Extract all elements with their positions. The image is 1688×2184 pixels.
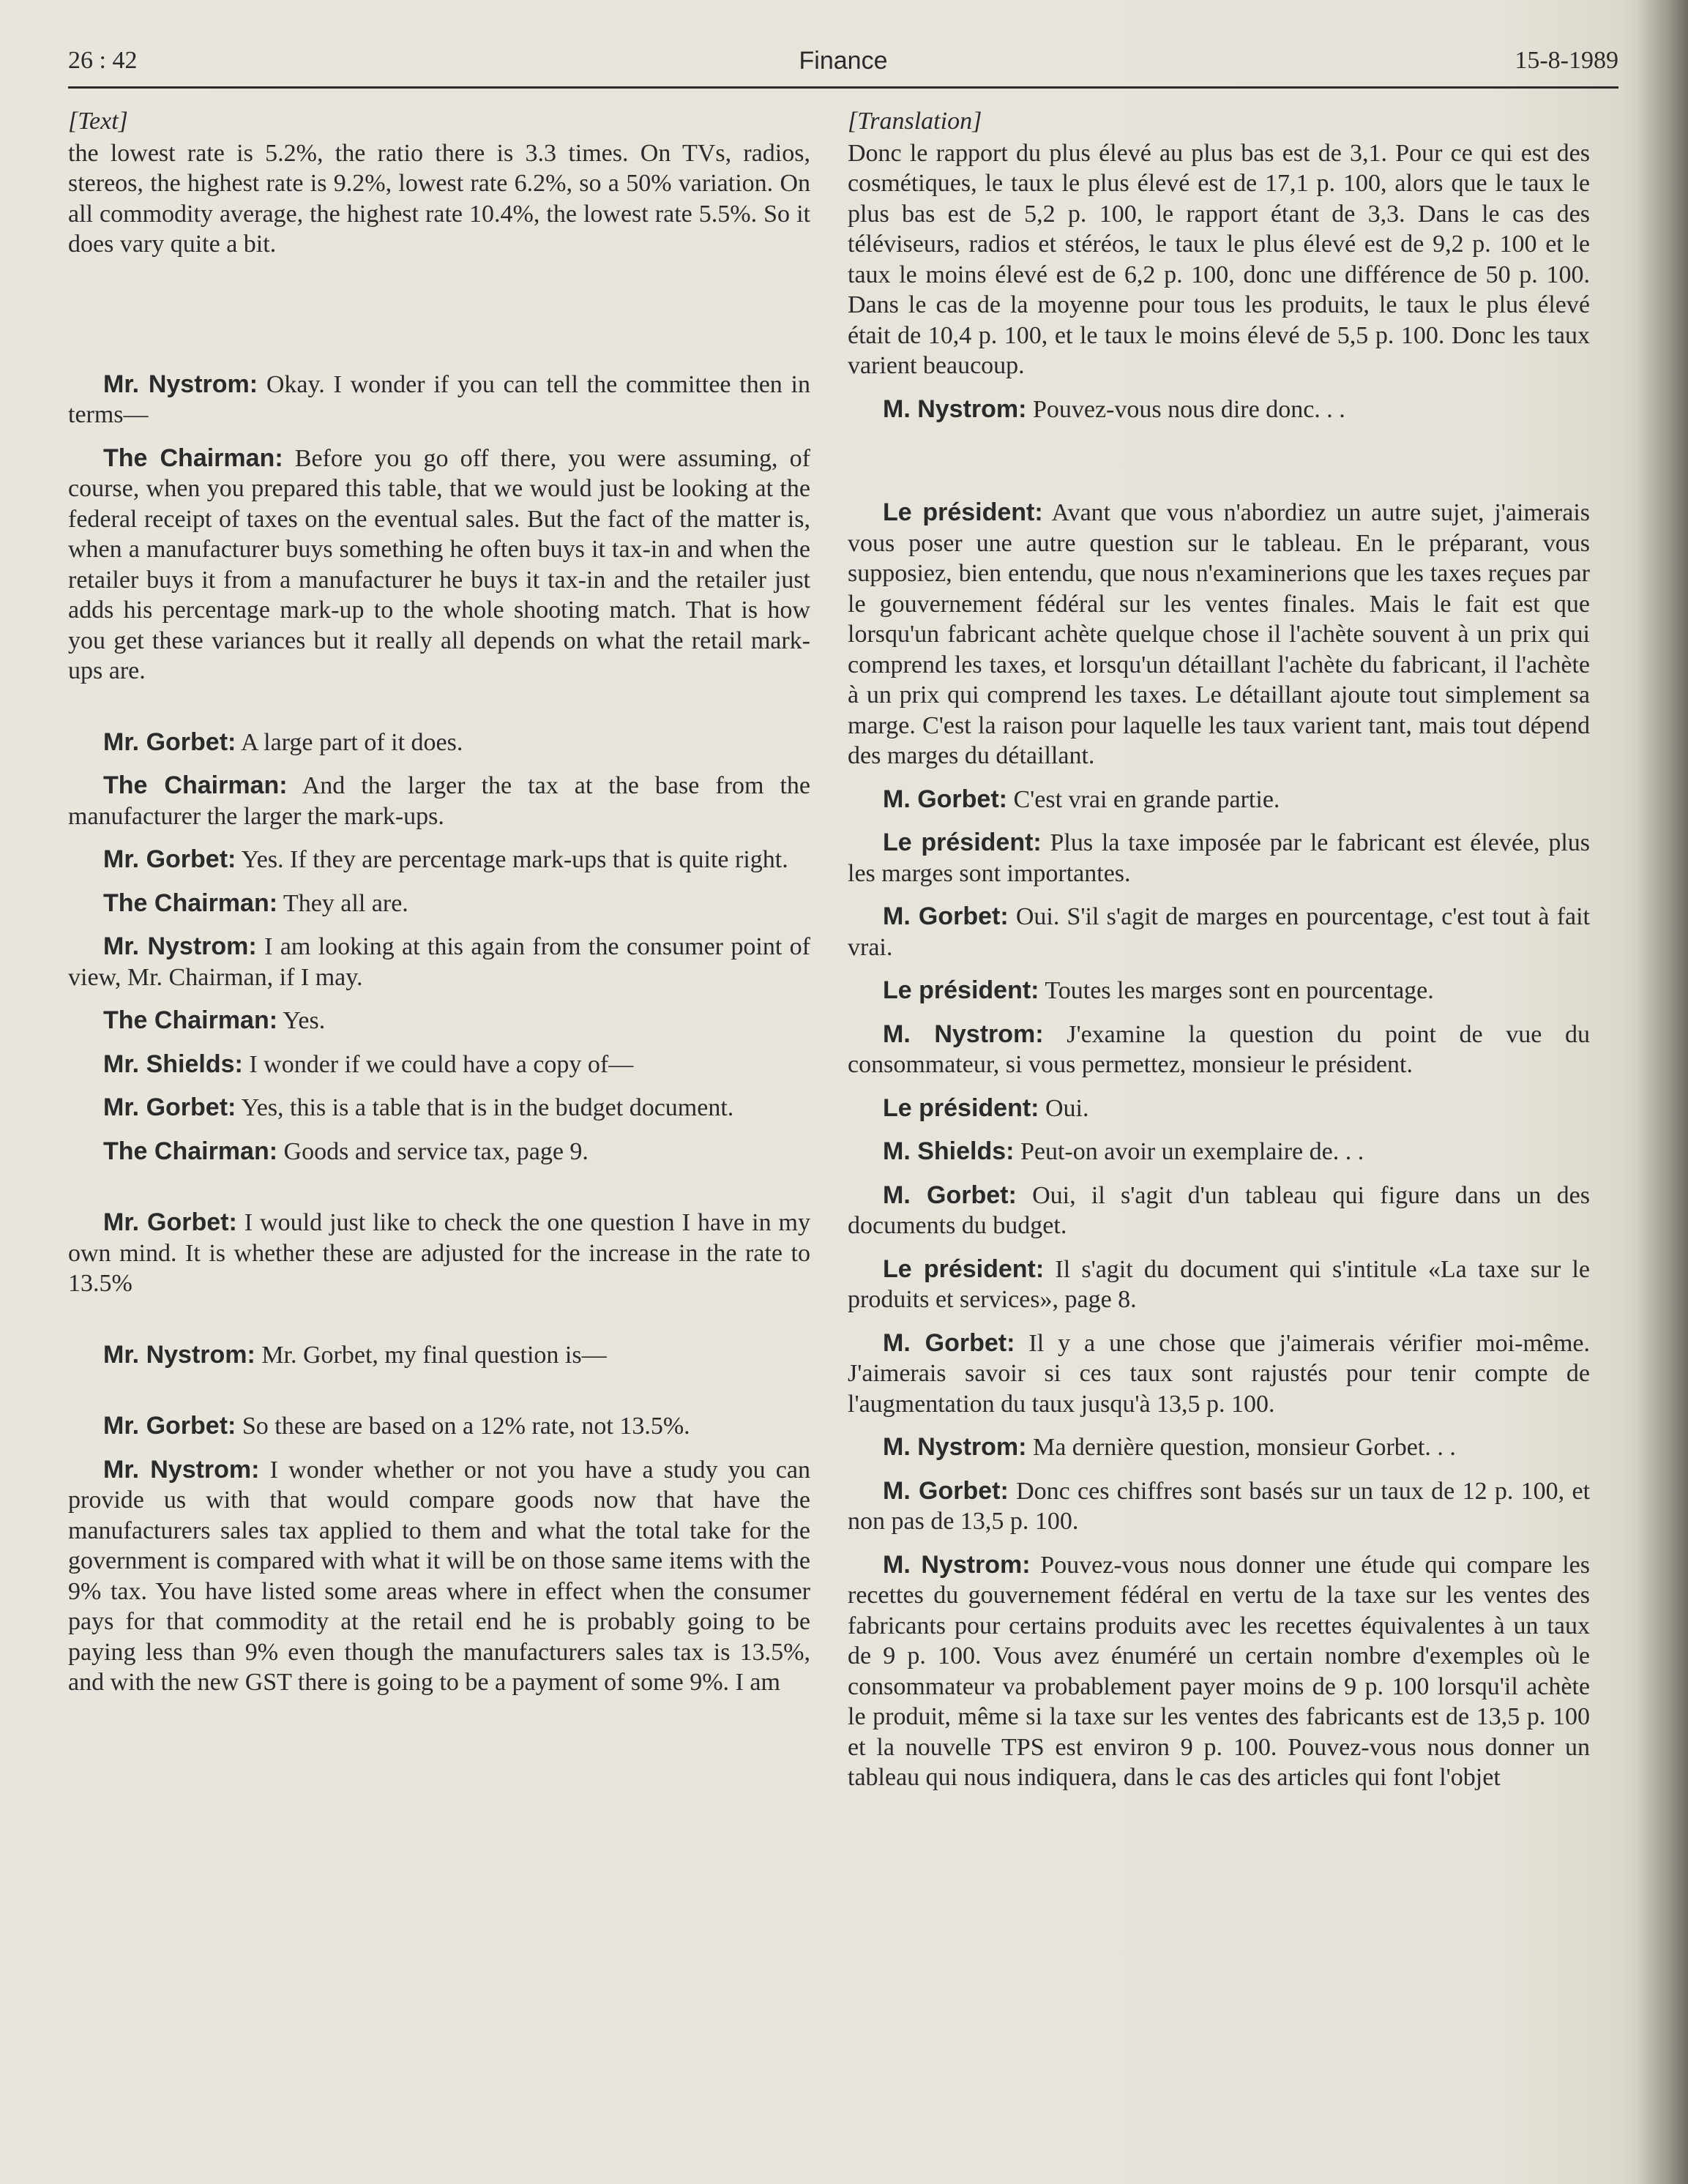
speech-text: Yes, this is a table that is in the budget document. — [236, 1094, 734, 1121]
speaker-name: Le président: — [883, 829, 1042, 856]
speaker-name: M. Gorbet: — [883, 1476, 1009, 1505]
paragraph — [848, 1432, 1590, 1463]
paragraph — [848, 1550, 1590, 1793]
speech-text: Yes. — [277, 1007, 326, 1034]
speaker-name: M. Shields: — [883, 1137, 1015, 1165]
translation-label: [Translation] — [848, 108, 982, 135]
speaker-name: Mr. Gorbet: — [103, 1208, 237, 1236]
paragraph — [848, 1328, 1590, 1420]
speaker-name: M. Nystrom: — [883, 1433, 1027, 1461]
french-column — [848, 106, 1590, 1793]
page-header — [68, 44, 1618, 89]
page-date: 15-8-1989 — [1515, 47, 1618, 74]
speaker-name: Le président: — [883, 976, 1039, 1004]
speaker-name: Mr. Gorbet: — [103, 1412, 236, 1440]
speaker-name: Mr. Nystrom: — [103, 1340, 255, 1369]
speech-text: I would just like to check the one question I have in my own mind. It is whether these are adjusted for the increase in the rate to 13.5% — [68, 1209, 810, 1297]
text-label: [Text] — [68, 108, 128, 135]
speech-text: A large part of it does. — [236, 728, 463, 756]
speech-text: Ma dernière question, monsieur Gorbet. . . — [1026, 1434, 1456, 1461]
page-reference: 26 : 42 — [68, 47, 138, 74]
speech-text: Pouvez-vous nous dire donc. . . — [1026, 395, 1345, 423]
speaker-name: Le président: — [883, 498, 1043, 526]
speech-text: Pouvez-vous nous donner une étude qui compare les recettes du gouvernement fédéral en vertu de la taxe sur les ventes des fabricants pour certains produits avec les recettes équivalentes à un taux de 9 p. 100. Vous avez énuméré un certain nombre d'exemples où le consommateur va probablement payer moins de 9 p. 100 lorsqu'il achète le produit, même si la taxe sur les ventes des fabricants est de 13,5 p. 100 et la nouvelle TPS est environ 9 p. 100. Pouvez-vous nous donner un tableau qui nous indiquera, dans le cas des articles qui font l'objet — [848, 1551, 1590, 1791]
speech-text: Goods and service tax, page 9. — [277, 1137, 589, 1165]
paragraph: the lowest rate is 5.2%, the ratio there is 3.3 times. On TVs, radios, stereos, the highest rate is 9.2%, lowest rate 6.2%, so a 50% variation. On all commodity average, the highest rate 10.4%, the lowest rate 5.5%. So it does vary quite a bit. — [68, 139, 810, 258]
speech-text: Donc ces chiffres sont basés sur un taux de 12 p. 100, et non pas de 13,5 p. 100. — [848, 1477, 1591, 1535]
speaker-name: M. Gorbet: — [883, 785, 1007, 813]
paragraph — [848, 1020, 1590, 1080]
speaker-name: Mr. Gorbet: — [103, 845, 236, 873]
paragraph: Donc le rapport du plus élevé au plus bas est de 3,1. Pour ce qui est des cosmétiques, le taux le plus élevé est de 17,1 p. 100, alors que le taux le plus bas est de 5,2 p. 100, le rapport étant de 3,3. Dans le cas des téléviseurs, radios et stéréos, le taux le plus élevé est de 9,2 p. 100 et le taux le moins élevé est de 6,2 p. 100, donc une différence de 50 p. 100. Dans le cas de la moyenne pour tous les produits, le taux le plus élevé était de 10,4 p. 100, et le taux le moins élevé de 5,5 p. 100. Donc les taux varient beaucoup. — [848, 139, 1590, 379]
paragraph — [848, 785, 1590, 815]
speaker-name: Mr. Nystrom: — [103, 932, 257, 960]
speech-text: I am looking at this again from the consumer point of view, Mr. Chairman, if I may. — [68, 933, 810, 991]
paragraph — [848, 394, 1590, 425]
speaker-name: Mr. Nystrom: — [103, 370, 258, 398]
speaker-name: Mr. Gorbet: — [103, 728, 236, 756]
book-spine-shadow — [1637, 0, 1688, 2184]
speech-text: Peut-on avoir un exemplaire de. . . — [1014, 1138, 1364, 1165]
speech-text: Oui. S'il s'agit de marges en pourcentage, c'est tout à fait vrai. — [848, 903, 1591, 961]
speaker-name: The Chairman: — [103, 1137, 278, 1165]
paragraph — [68, 1340, 810, 1371]
speaker-name: The Chairman: — [103, 1006, 278, 1034]
speech-text: Il s'agit du document qui s'intitule «La taxe sur le produits et services», page 8. — [848, 1255, 1591, 1313]
paragraph — [68, 771, 810, 831]
speech-text: Okay. I wonder if you can tell the committee then in terms— — [68, 370, 810, 428]
speech-text: C'est vrai en grande partie. — [1007, 785, 1280, 813]
speaker-name: The Chairman: — [103, 444, 283, 472]
speech-text: I wonder if we could have a copy of— — [242, 1050, 634, 1078]
speaker-name: Mr. Gorbet: — [103, 1093, 236, 1121]
speaker-name: M. Gorbet: — [883, 902, 1009, 930]
speech-text: Avant que vous n'abordiez un autre sujet, j'aimerais vous poser une autre question sur le tableau. En le préparant, vous supposiez, bien entendu, que nous n'examinerions que les taxes reçues par le gouvernement fédéral sur les ventes finales. Mais le fait est que lorsqu'un fabricant achète quelque chose il l'achète souvent à un prix qui comprend les taxes, et lorsqu'un détaillant l'achète du fabricant, il l'achète à un prix qui comprend les taxes. Le détaillant ajoute tout simplement sa marge. C'est la raison pour laquelle les taux varient tant, mais tout dépend des marges du détaillant. — [848, 499, 1590, 769]
paragraph — [848, 1476, 1590, 1537]
speech-text: Before you go off there, you were assuming, of course, when you prepared this table, that we would just be looking at the federal receipt of taxes on the eventual sales. But the fact of the matter is, when a manufacturer buys something he often buys it tax-in and when the retailer buys it from a manufacturer he buys it tax-in and the retailer just adds his percentage mark-up to the whole shooting match. That is how you get these variances but it really all depends on what the retail mark-ups are. — [68, 444, 810, 684]
paragraph — [848, 902, 1590, 962]
english-column — [68, 106, 810, 1698]
paragraph — [848, 1093, 1590, 1124]
speaker-name: M. Nystrom: — [883, 1020, 1044, 1048]
speaker-name: Le président: — [883, 1093, 1039, 1122]
speech-text: They all are. — [277, 889, 408, 917]
paragraph — [68, 1050, 810, 1080]
speech-text: I wonder whether or not you have a study you can provide us with that would compare goods now that have the manufacturers sales tax applied to them and what the total take for the government is compared with what it will be on those same items with the 9% tax. You have listed some areas where in effect when the consumer pays for that commodity at the retail end he is probably going to be paying less than 9% even though the manufacturers sales tax is 13.5%, and with the new GST there is going to be a payment of some 9%. I am — [68, 1456, 810, 1696]
speech-text: J'examine la question du point de vue du consommateur, si vous permettez, monsieur le président. — [848, 1020, 1590, 1078]
speaker-name: M. Nystrom: — [883, 394, 1027, 423]
speech-text: Toutes les marges sont en pourcentage. — [1039, 977, 1434, 1004]
paragraph — [68, 932, 810, 992]
speaker-name: Mr. Nystrom: — [103, 1455, 260, 1484]
paragraph — [848, 1137, 1590, 1167]
paragraph — [848, 1254, 1590, 1315]
speech-text: Yes. If they are percentage mark-ups that is quite right. — [236, 846, 788, 873]
paragraph — [68, 444, 810, 687]
speaker-name: Mr. Shields: — [103, 1050, 243, 1078]
paragraph — [68, 845, 810, 875]
paragraph — [848, 498, 1590, 771]
paragraph — [68, 889, 810, 919]
page-title: Finance — [799, 47, 888, 75]
paragraph — [68, 1006, 810, 1036]
speaker-name: M. Gorbet: — [883, 1181, 1017, 1209]
speech-text: And the larger the tax at the base from the manufacturer the larger the mark-ups. — [68, 772, 810, 830]
paragraph — [68, 728, 810, 758]
paragraph — [68, 1093, 810, 1123]
paragraph — [68, 1137, 810, 1167]
speaker-name: The Chairman: — [103, 889, 278, 917]
paragraph — [68, 1411, 810, 1442]
speech-text: Plus la taxe imposée par le fabricant est élevée, plus les marges sont importantes. — [848, 829, 1590, 887]
speaker-name: M. Gorbet: — [883, 1328, 1015, 1357]
speech-text: Il y a une chose que j'aimerais vérifier moi-même. J'aimerais savoir si ces taux sont rajustés pour tenir compte de l'augmentation du taux jusqu'à 13,5 p. 100. — [848, 1329, 1590, 1418]
paragraph — [848, 828, 1590, 889]
paragraph — [68, 1208, 810, 1299]
speech-text: So these are based on a 12% rate, not 13.5%. — [236, 1413, 690, 1440]
speech-text: Oui. — [1039, 1094, 1089, 1122]
speech-text: Oui, il s'agit d'un tableau qui figure dans un des documents du budget. — [848, 1181, 1591, 1239]
paragraph — [848, 976, 1590, 1006]
speech-text: Mr. Gorbet, my final question is— — [255, 1341, 607, 1369]
paragraph — [848, 1181, 1590, 1241]
speaker-name: The Chairman: — [103, 771, 288, 799]
speaker-name: Le président: — [883, 1254, 1045, 1283]
speaker-name: M. Nystrom: — [883, 1550, 1031, 1579]
paragraph — [68, 1455, 810, 1698]
paragraph — [68, 370, 810, 430]
